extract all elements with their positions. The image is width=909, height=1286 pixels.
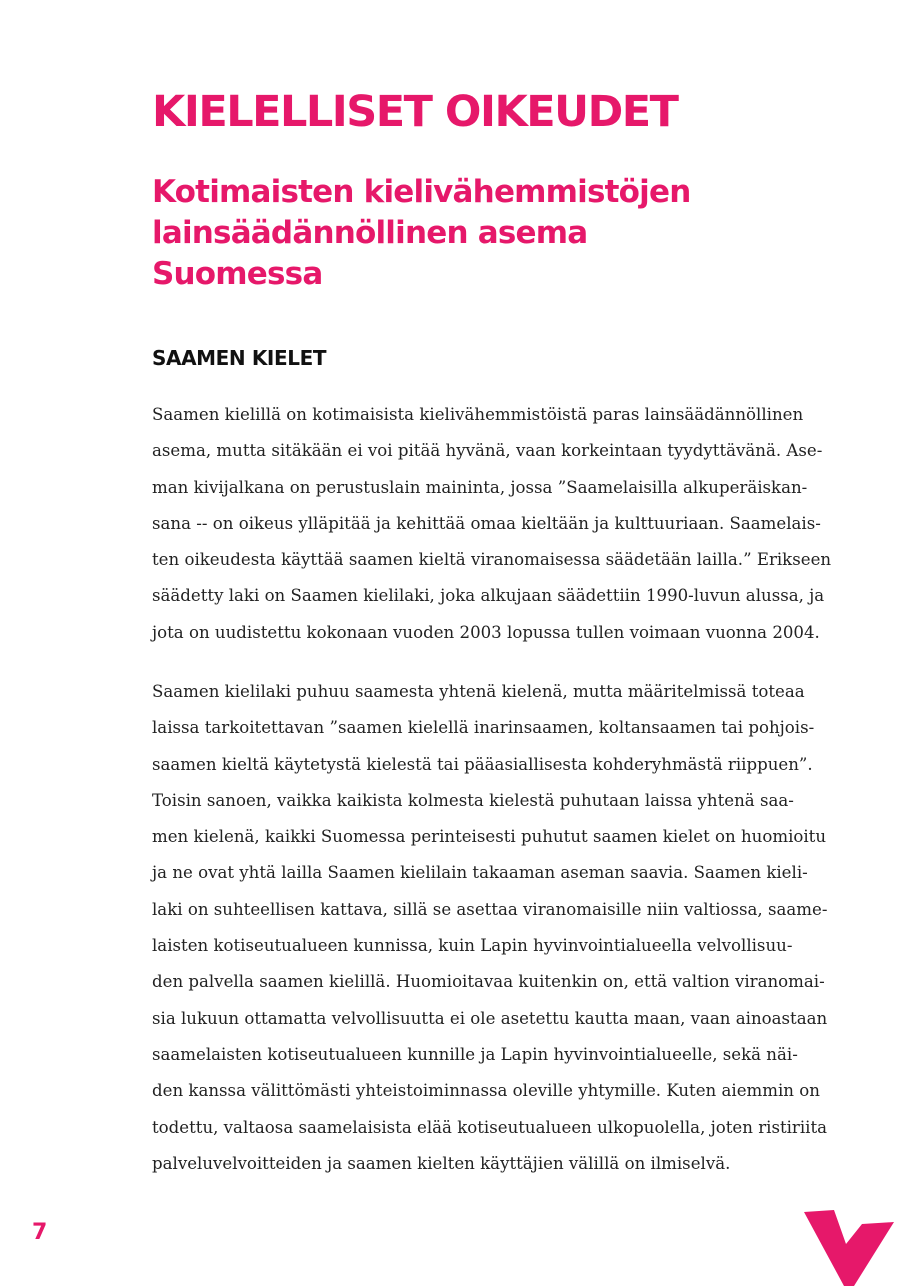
paragraph-line: man kivijalkana on perustuslain maininta, jossa ”Saamelaisilla alkuperäiskan- bbox=[152, 477, 808, 497]
paragraph-line: laisten kotiseutualueen kunnissa, kuin Lapin hyvinvointialueella velvollisuu- bbox=[152, 936, 793, 956]
page-number: 7 bbox=[32, 1220, 48, 1245]
paragraph-line: Toisin sanoen, vaikka kaikista kolmesta kielestä puhutaan laissa yhtenä saa- bbox=[152, 790, 794, 810]
paragraph-line: asema, mutta sitäkään ei voi pitää hyvänä, vaan korkeintaan tyydyttävänä. Ase- bbox=[152, 441, 823, 461]
paragraph-line: sia lukuun ottamatta velvollisuutta ei ole asetettu kautta maan, vaan ainoastaan bbox=[152, 1008, 828, 1028]
paragraph-line: sana -- on oikeus ylläpitää ja kehittää omaa kieltään ja kulttuuriaan. Saamelais- bbox=[152, 513, 821, 533]
paragraph-line: saamelaisten kotiseutualueen kunnille ja Lapin hyvinvointialueelle, sekä näi- bbox=[152, 1044, 798, 1064]
body-paragraph bbox=[152, 674, 827, 1182]
paragraph-line: palveluvelvoitteiden ja saamen kielten käyttäjien välillä on ilmiselvä. bbox=[152, 1153, 731, 1173]
paragraph-line: laissa tarkoitettavan ”saamen kielellä inarinsaamen, koltansaamen tai pohjois- bbox=[152, 718, 815, 738]
paragraph-line: säädetty laki on Saamen kielilaki, joka alkujaan säädettiin 1990-luvun alussa, ja bbox=[152, 586, 825, 606]
subtitle-line: lainsäädännöllinen asema bbox=[152, 215, 588, 251]
paragraph-line: ten oikeudesta käyttää saamen kieltä viranomaisessa säädetään lailla.” Erikseen bbox=[152, 550, 832, 570]
page-subtitle bbox=[152, 172, 852, 295]
paragraph-line: todettu, valtaosa saamelaisista elää kotiseutualueen ulkopuolella, joten ristiriita bbox=[152, 1117, 828, 1137]
paragraph-line: Saamen kielillä on kotimaisista kielivähemmistöistä paras lainsäädännöllinen bbox=[152, 405, 804, 424]
paragraph-line: laki on suhteellisen kattava, sillä se asettaa viranomaisille niin valtiossa, saame- bbox=[152, 899, 828, 919]
paragraph-line: Saamen kielilaki puhuu saamesta yhtenä kielenä, mutta määritelmissä toteaa bbox=[152, 682, 805, 701]
section-heading: SAAMEN KIELET bbox=[152, 346, 327, 370]
paragraph-line: den kanssa välittömästi yhteistoiminnassa oleville yhtymille. Kuten aiemmin on bbox=[152, 1081, 820, 1101]
paragraph-line: ja ne ovat yhtä lailla Saamen kielilain takaaman aseman saavia. Saamen kieli- bbox=[152, 863, 808, 883]
paragraph-line: men kielenä, kaikki Suomessa perinteisesti puhutut saamen kielet on huomioitu bbox=[152, 827, 827, 847]
paragraph-line: den palvella saamen kielillä. Huomioitavaa kuitenkin on, että valtion viranomai- bbox=[152, 972, 825, 992]
subtitle-line: Kotimaisten kielivähemmistöjen bbox=[152, 174, 691, 210]
v-chevron-logo-icon bbox=[804, 1204, 894, 1286]
paragraph-line: saamen kieltä käytetystä kielestä tai pääasiallisesta kohderyhmästä riippuen”. bbox=[152, 754, 813, 774]
subtitle-line: Suomessa bbox=[152, 256, 323, 292]
page-title: KIELELLISET OIKEUDET bbox=[152, 87, 678, 137]
paragraph-line: jota on uudistettu kokonaan vuoden 2003 lopussa tullen voimaan vuonna 2004. bbox=[152, 622, 820, 642]
body-paragraph bbox=[152, 397, 831, 651]
